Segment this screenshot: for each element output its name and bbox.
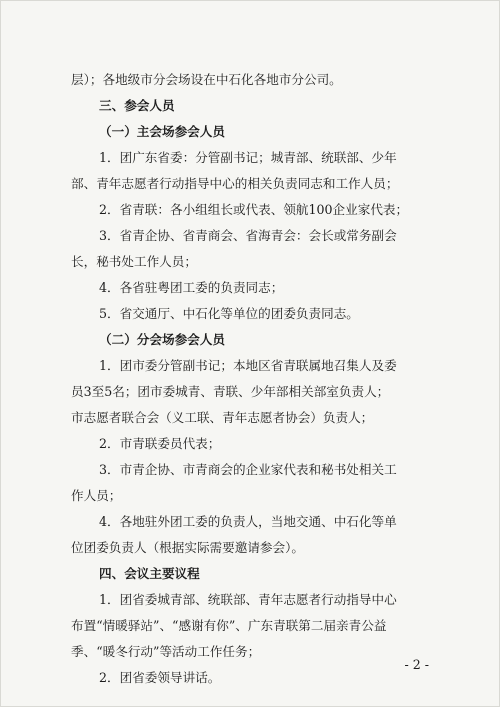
text-line: 布置“情暖驿站”、“感谢有你”、广东青联第二届亲青公益 xyxy=(71,618,387,633)
subsection-heading: （一）主会场参会人员 xyxy=(99,124,225,139)
text-line: 季、“暖冬行动”等活动工作任务； xyxy=(71,644,261,659)
text-line: 3．省青企协、省青商会、省海青会：会长或常务副会 xyxy=(99,228,397,243)
text-line: 2．团省委领导讲话。 xyxy=(99,670,221,685)
text-line: 4．各省驻粤团工委的负责同志； xyxy=(99,280,284,295)
text-line: 1．团广东省委：分管副书记；城青部、统联部、少年 xyxy=(99,150,397,165)
text-line: 层）；各地级市分会场设在中石化各地市分公司。 xyxy=(71,72,342,87)
text-line: 2．市青联委员代表； xyxy=(99,436,221,451)
text-line: 部、青年志愿者行动指导中心的相关负责同志和工作人员； xyxy=(71,176,399,191)
document-body xyxy=(71,67,443,691)
text-line: 员3至5名；团市委城青、青联、少年部相关部室负责人； xyxy=(71,384,390,399)
text-line: 作人员； xyxy=(71,488,122,503)
section-heading: 三、参会人员 xyxy=(99,98,175,113)
text-line: 3．市青企协、市青商会的企业家代表和秘书处相关工 xyxy=(99,462,397,477)
text-line: 2．省青联：各小组组长或代表、领航100企业家代表； xyxy=(99,202,409,217)
text-line: 市志愿者联合会（义工联、青年志愿者协会）负责人； xyxy=(71,410,374,425)
text-line: 5．省交通厅、中石化等单位的团委负责同志。 xyxy=(99,306,359,321)
section-heading: 四、会议主要议程 xyxy=(99,566,200,581)
text-line: 1．团省委城青部、统联部、青年志愿者行动指导中心 xyxy=(99,592,397,607)
text-line: 4．各地驻外团工委的负责人，当地交通、中石化等单 xyxy=(99,514,397,529)
text-line: 位团委负责人（根据实际需要邀请参会）。 xyxy=(71,540,304,555)
text-line: 1．团市委分管副书记；本地区省青联属地召集人及委 xyxy=(99,358,397,373)
page-number: - 2 - xyxy=(404,657,429,672)
text-line: 长，秘书处工作人员； xyxy=(71,254,197,269)
subsection-heading: （二）分会场参会人员 xyxy=(99,332,225,347)
